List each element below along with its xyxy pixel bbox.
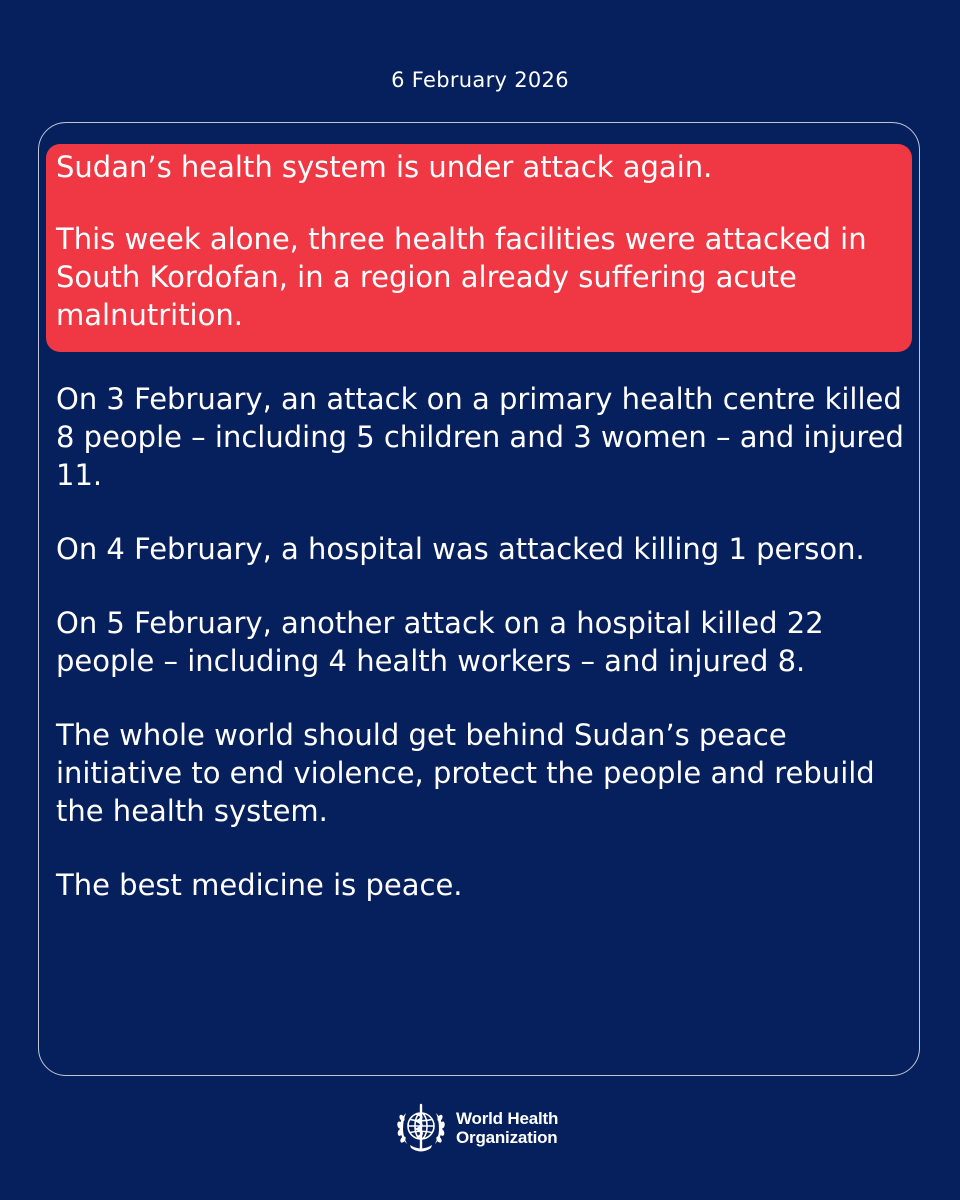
logo-line-1: World Health — [456, 1109, 559, 1128]
paragraph-closing: The best medicine is peace. — [56, 868, 463, 902]
paragraph-peace-initiative: The whole world should get behind Sudan’s peace initiative to end violence, protect the people and rebuild the health system. — [56, 718, 875, 828]
who-logo-text — [456, 1109, 558, 1147]
who-logo — [393, 1100, 558, 1156]
highlight-headline: Sudan’s health system is under attack again. — [56, 150, 713, 184]
post-date: 6 February 2026 — [391, 68, 569, 92]
logo-line-2: Organization — [456, 1128, 558, 1147]
highlight-paragraph: This week alone, three health facilities were attacked in South Kordofan, in a region already suffering acute malnutrition. — [56, 222, 867, 332]
paragraph-attack-4-feb: On 4 February, a hospital was attacked killing 1 person. — [56, 532, 865, 566]
body-text — [56, 380, 906, 904]
paragraph-attack-3-feb: On 3 February, an attack on a primary health centre killed 8 people – including 5 children and 3 women – and injured 11. — [56, 382, 904, 492]
who-emblem-icon — [393, 1100, 449, 1156]
paragraph-attack-5-feb: On 5 February, another attack on a hospital killed 22 people – including 4 health workers – and injured 8. — [56, 606, 824, 678]
highlight-box — [46, 144, 912, 352]
